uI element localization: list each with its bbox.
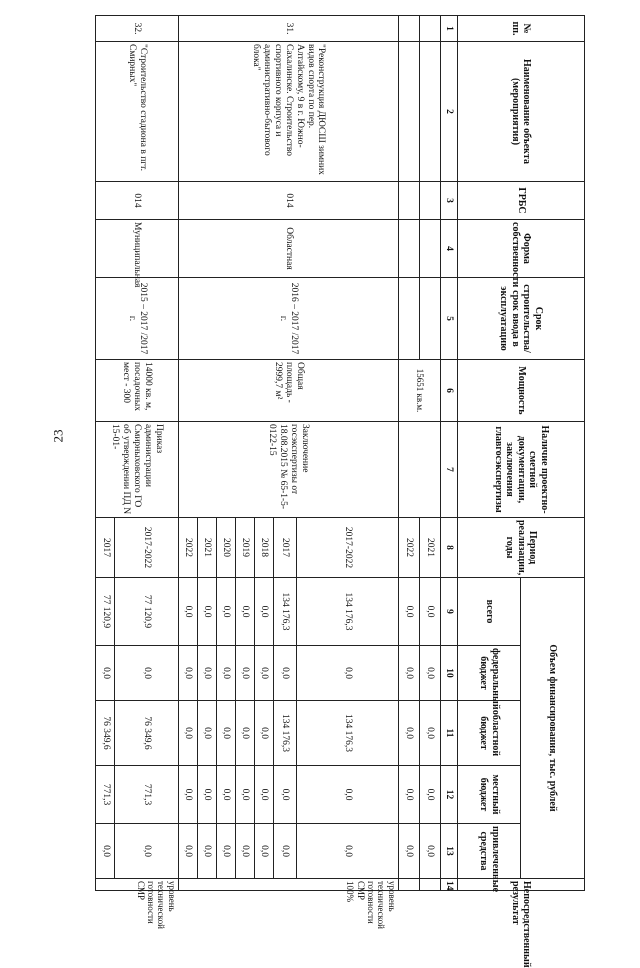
obj31-year-federal: 0,0 bbox=[197, 646, 216, 701]
header-design-docs: Наличие проектно-сметной документации, заключения главгосэкспертизы bbox=[458, 422, 585, 518]
colnum: 9 bbox=[441, 578, 458, 646]
obj31-federal: 0,0 bbox=[297, 646, 399, 701]
prev-regional: 0,0 bbox=[419, 701, 440, 766]
obj31-year: 2017 bbox=[273, 518, 296, 578]
obj31-year-local: 0,0 bbox=[273, 766, 296, 824]
prev-attracted: 0,0 bbox=[419, 824, 440, 879]
obj31-year-attracted: 0,0 bbox=[235, 824, 254, 879]
obj32-year-regional: 76 349,6 bbox=[96, 701, 115, 766]
obj31-capacity: Общая площадь - 2999,7 м² bbox=[178, 360, 398, 422]
obj31-year-total: 0,0 bbox=[235, 578, 254, 646]
colnum: 2 bbox=[441, 42, 458, 182]
obj32-total: 77 120,9 bbox=[115, 578, 179, 646]
obj31-design-docs: Заключение госэкспертизы от 18.08.2015 № 65-1-5-0122-15 bbox=[178, 422, 398, 518]
obj31-year: 2019 bbox=[235, 518, 254, 578]
obj32-attracted: 0,0 bbox=[115, 824, 179, 879]
obj31-year-regional: 0,0 bbox=[216, 701, 235, 766]
obj31-no: 31. bbox=[178, 16, 398, 42]
obj32-year: 2017 bbox=[96, 518, 115, 578]
obj32-local: 771,3 bbox=[115, 766, 179, 824]
obj31-year-federal: 0,0 bbox=[254, 646, 273, 701]
header-no: № пп. bbox=[458, 16, 585, 42]
obj31-year-attracted: 0,0 bbox=[197, 824, 216, 879]
obj31-year-regional: 134 176,3 bbox=[273, 701, 296, 766]
obj31-year-federal: 0,0 bbox=[273, 646, 296, 701]
obj32-year-total: 77 120,9 bbox=[96, 578, 115, 646]
prev-regional: 0,0 bbox=[398, 701, 419, 766]
obj31-year-local: 0,0 bbox=[235, 766, 254, 824]
obj31-year-total: 0,0 bbox=[197, 578, 216, 646]
colnum: 10 bbox=[441, 646, 458, 701]
obj31-year: 2021 bbox=[197, 518, 216, 578]
obj32-result: уровень технической готовности СМР bbox=[96, 879, 179, 891]
colnum: 8 bbox=[441, 518, 458, 578]
obj32-no: 32. bbox=[96, 16, 179, 42]
obj31-regional: 134 176,3 bbox=[297, 701, 399, 766]
prev-local: 0,0 bbox=[419, 766, 440, 824]
obj31-year: 2020 bbox=[216, 518, 235, 578]
obj31-year: 2018 bbox=[254, 518, 273, 578]
obj31-name: "Реконструкция ДЮСШ зимних видов спорта по пер. Алтайскому, 9 в г. Южно-Сахалинске. Строительство спортивного корпуса и административно-бытового блока" bbox=[178, 42, 398, 182]
prev-total: 0,0 bbox=[419, 578, 440, 646]
prev-local: 0,0 bbox=[398, 766, 419, 824]
header-local: местный бюджет bbox=[458, 766, 522, 824]
obj31-grbs: 014 bbox=[178, 182, 398, 220]
colnum: 11 bbox=[441, 701, 458, 766]
obj32-federal: 0,0 bbox=[115, 646, 179, 701]
prev-year: 2022 bbox=[398, 518, 419, 578]
colnum: 5 bbox=[441, 278, 458, 360]
header-result: Непосредственный результат bbox=[458, 879, 585, 891]
obj31-total: 134 176,3 bbox=[297, 578, 399, 646]
obj31-year-attracted: 0,0 bbox=[178, 824, 197, 879]
colnum: 3 bbox=[441, 182, 458, 220]
obj32-design-docs: Приказ администрации Смирныховского ГО об утверждении ПД N 15-01- bbox=[96, 422, 179, 518]
obj31-local: 0,0 bbox=[297, 766, 399, 824]
obj31-year-total: 134 176,3 bbox=[273, 578, 296, 646]
obj32-period: 2017-2022 bbox=[115, 518, 179, 578]
prev-year: 2021 bbox=[419, 518, 440, 578]
obj31-ownership: Областная bbox=[178, 220, 398, 278]
obj32-ownership: Муниципальная bbox=[96, 220, 179, 278]
obj31-year-regional: 0,0 bbox=[197, 701, 216, 766]
header-total: всего bbox=[458, 578, 522, 646]
obj32-year-attracted: 0,0 bbox=[96, 824, 115, 879]
obj32-grbs: 014 bbox=[96, 182, 179, 220]
obj32-capacity: 14000 кв. м, посадочных мест - 300 bbox=[96, 360, 179, 422]
colnum: 14 bbox=[441, 879, 458, 891]
obj31-term: 2016 – 2017 /2017 г. bbox=[178, 278, 398, 360]
obj31-year-local: 0,0 bbox=[197, 766, 216, 824]
colnum: 7 bbox=[441, 422, 458, 518]
obj31-year-federal: 0,0 bbox=[216, 646, 235, 701]
financing-table bbox=[95, 15, 585, 968]
obj31-year-attracted: 0,0 bbox=[254, 824, 273, 879]
obj31-attracted: 0,0 bbox=[297, 824, 399, 879]
obj32-term: 2015 – 2017 /2017 г. bbox=[96, 278, 179, 360]
obj31-year-local: 0,0 bbox=[178, 766, 197, 824]
prev-total: 0,0 bbox=[398, 578, 419, 646]
prev-federal: 0,0 bbox=[419, 646, 440, 701]
obj31-year-local: 0,0 bbox=[216, 766, 235, 824]
obj31-year-total: 0,0 bbox=[254, 578, 273, 646]
colnum: 6 bbox=[441, 360, 458, 422]
prev-capacity: 15651 кв.м. bbox=[398, 360, 440, 422]
obj32-name: "Строительство стадиона в пгт. Смирных" bbox=[96, 42, 179, 182]
colnum: 13 bbox=[441, 824, 458, 879]
obj32-year-local: 771,3 bbox=[96, 766, 115, 824]
obj31-period: 2017-2022 bbox=[297, 518, 399, 578]
header-financing: Объем финансирования, тыс. рублей bbox=[521, 578, 585, 879]
prev-attracted: 0,0 bbox=[398, 824, 419, 879]
obj31-year: 2022 bbox=[178, 518, 197, 578]
rotated-page bbox=[95, 15, 585, 968]
header-name: Наименование объекта (мероприятия) bbox=[458, 42, 585, 182]
obj32-year-federal: 0,0 bbox=[96, 646, 115, 701]
obj31-year-attracted: 0,0 bbox=[216, 824, 235, 879]
colnum: 1 bbox=[441, 16, 458, 42]
page-number: 23 bbox=[50, 429, 66, 443]
obj31-year-federal: 0,0 bbox=[178, 646, 197, 701]
obj31-year-regional: 0,0 bbox=[254, 701, 273, 766]
obj31-result: уровень технической готовности СМР 100% bbox=[178, 879, 398, 891]
obj31-year-local: 0,0 bbox=[254, 766, 273, 824]
colnum: 12 bbox=[441, 766, 458, 824]
obj31-year-regional: 0,0 bbox=[235, 701, 254, 766]
obj31-year-federal: 0,0 bbox=[235, 646, 254, 701]
obj31-year-regional: 0,0 bbox=[178, 701, 197, 766]
obj32-regional: 76 349,6 bbox=[115, 701, 179, 766]
header-capacity: Мощность bbox=[458, 360, 585, 422]
obj31-year-total: 0,0 bbox=[178, 578, 197, 646]
obj31-year-attracted: 0,0 bbox=[273, 824, 296, 879]
header-ownership: Форма собственности bbox=[458, 220, 585, 278]
header-federal: федеральный бюджет bbox=[458, 646, 522, 701]
header-period: Период реализации, годы bbox=[458, 518, 585, 578]
header-regional: областной бюджет bbox=[458, 701, 522, 766]
colnum: 4 bbox=[441, 220, 458, 278]
header-attracted: привлеченные средства bbox=[458, 824, 522, 879]
header-term: Срок строительства/срок ввода в эксплуатацию bbox=[458, 278, 585, 360]
prev-federal: 0,0 bbox=[398, 646, 419, 701]
header-grbs: ГРБС bbox=[458, 182, 585, 220]
obj31-year-total: 0,0 bbox=[216, 578, 235, 646]
